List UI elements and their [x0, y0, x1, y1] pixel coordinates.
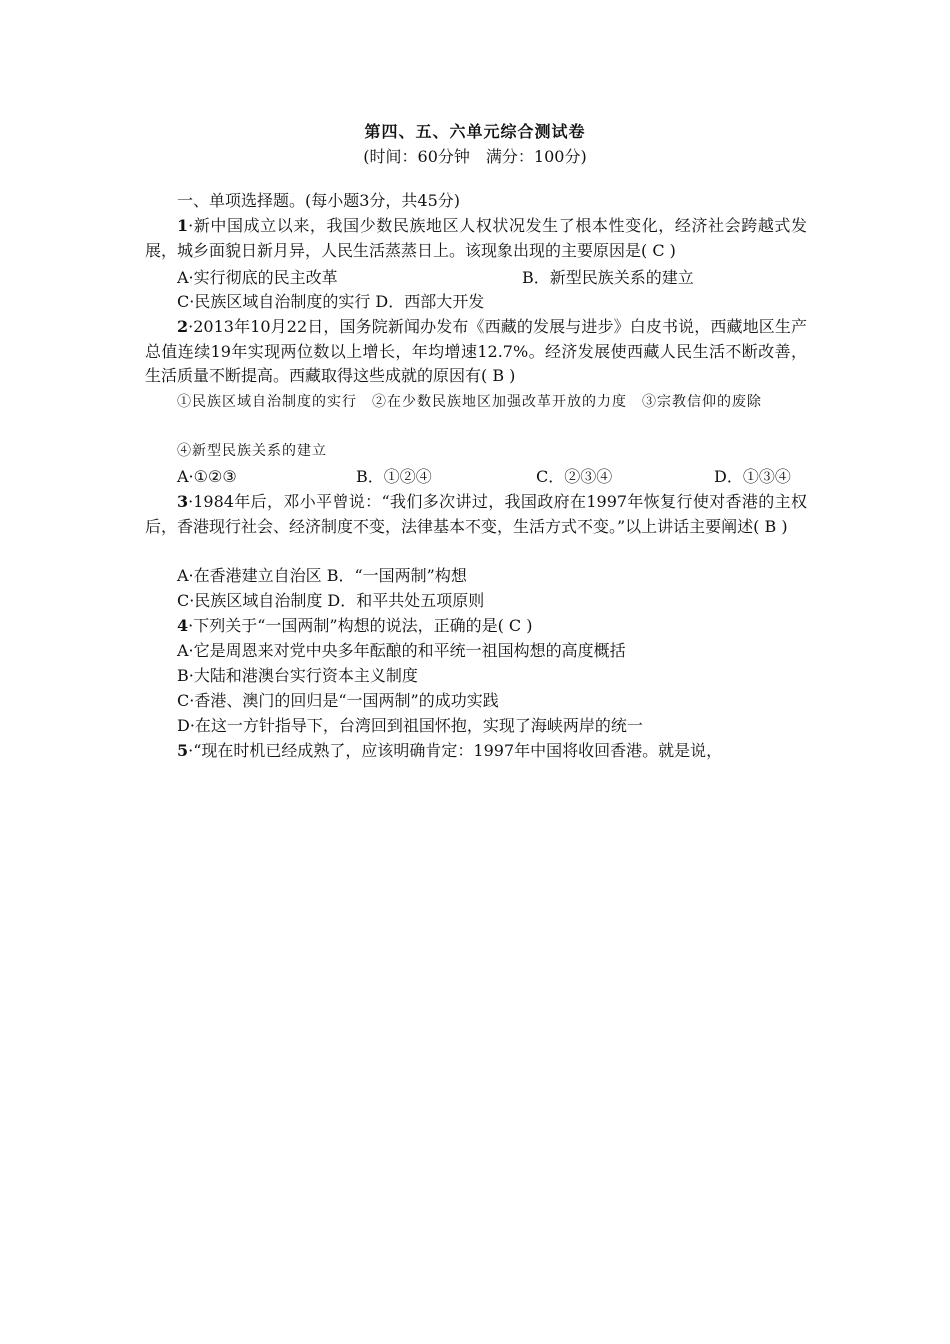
- question-stem: ·1984年后，邓小平曾说：“我们多次讲过，我国政府在1997年恢复行使对香港的主权后，香港现行社会、经济制度不变，法律基本不变，生活方式不变。”以上讲话主要阐述( B ): [145, 492, 807, 536]
- option-a: A·①②③: [177, 467, 237, 486]
- option-b: B·大陆和港澳台实行资本主义制度: [177, 666, 418, 685]
- question-4: [177, 614, 533, 638]
- option-c: C·香港、澳门的回归是“一国两制”的成功实践: [177, 691, 499, 710]
- page-title: 第四、五、六单元综合测试卷: [364, 122, 586, 141]
- question-5: [177, 739, 722, 763]
- option-cd: C·民族区域自治制度的实行 D．西部大开发: [177, 292, 485, 311]
- option-d: D．①③④: [714, 467, 791, 486]
- question-number: 5: [177, 741, 189, 760]
- question-2-item-4: ④新型民族关系的建立: [177, 443, 327, 459]
- option-c: C．②③④: [536, 467, 613, 486]
- option-cd: C·民族区域自治制度 D．和平共处五项原则: [177, 591, 485, 610]
- question-1: [145, 214, 807, 263]
- question-number: 2: [177, 317, 189, 336]
- question-stem: ·2013年10月22日，国务院新闻办发布《西藏的发展与进步》白皮书说，西藏地区生产总值连续19年实现两位数以上增长，年均增速12.7%。经济发展使西藏人民生活不断改善，生活质量不断提高。西藏取得这些成就的原因有( B ): [145, 317, 807, 385]
- question-number: 1: [177, 216, 189, 235]
- question-2: [145, 315, 807, 389]
- section-heading: 一、单项选择题。(每小题3分，共45分): [177, 191, 461, 210]
- option-a: A·实行彻底的民主改革: [177, 268, 338, 287]
- question-stem: ·新中国成立以来，我国少数民族地区人权状况发生了根本性变化，经济社会跨越式发展，城乡面貌日新月异，人民生活蒸蒸日上。该现象出现的主要原因是( C ): [145, 216, 807, 260]
- question-stem: ·“现在时机已经成熟了，应该明确肯定：1997年中国将收回香港。就是说，: [188, 741, 723, 760]
- question-stem: ·下列关于“一国两制”构想的说法，正确的是( C ): [188, 616, 533, 635]
- option-d: D·在这一方针指导下，台湾回到祖国怀抱，实现了海峡两岸的统一: [177, 716, 643, 735]
- option-b: B．新型民族关系的建立: [522, 268, 694, 287]
- question-3: [145, 490, 807, 539]
- exam-info: (时间：60分钟 满分：100分): [363, 147, 587, 166]
- question-number: 3: [177, 492, 189, 511]
- option-b: B．①②④: [356, 467, 432, 486]
- items-line: ①民族区域自治制度的实行 ②在少数民族地区加强改革开放的力度 ③宗教信仰的废除: [177, 394, 762, 410]
- option-a: A·它是周恩来对党中央多年酝酿的和平统一祖国构想的高度概括: [177, 641, 626, 660]
- question-2-items: [145, 390, 807, 415]
- option-ab: A·在香港建立自治区 B．“一国两制”构想: [177, 566, 467, 585]
- question-number: 4: [177, 616, 189, 635]
